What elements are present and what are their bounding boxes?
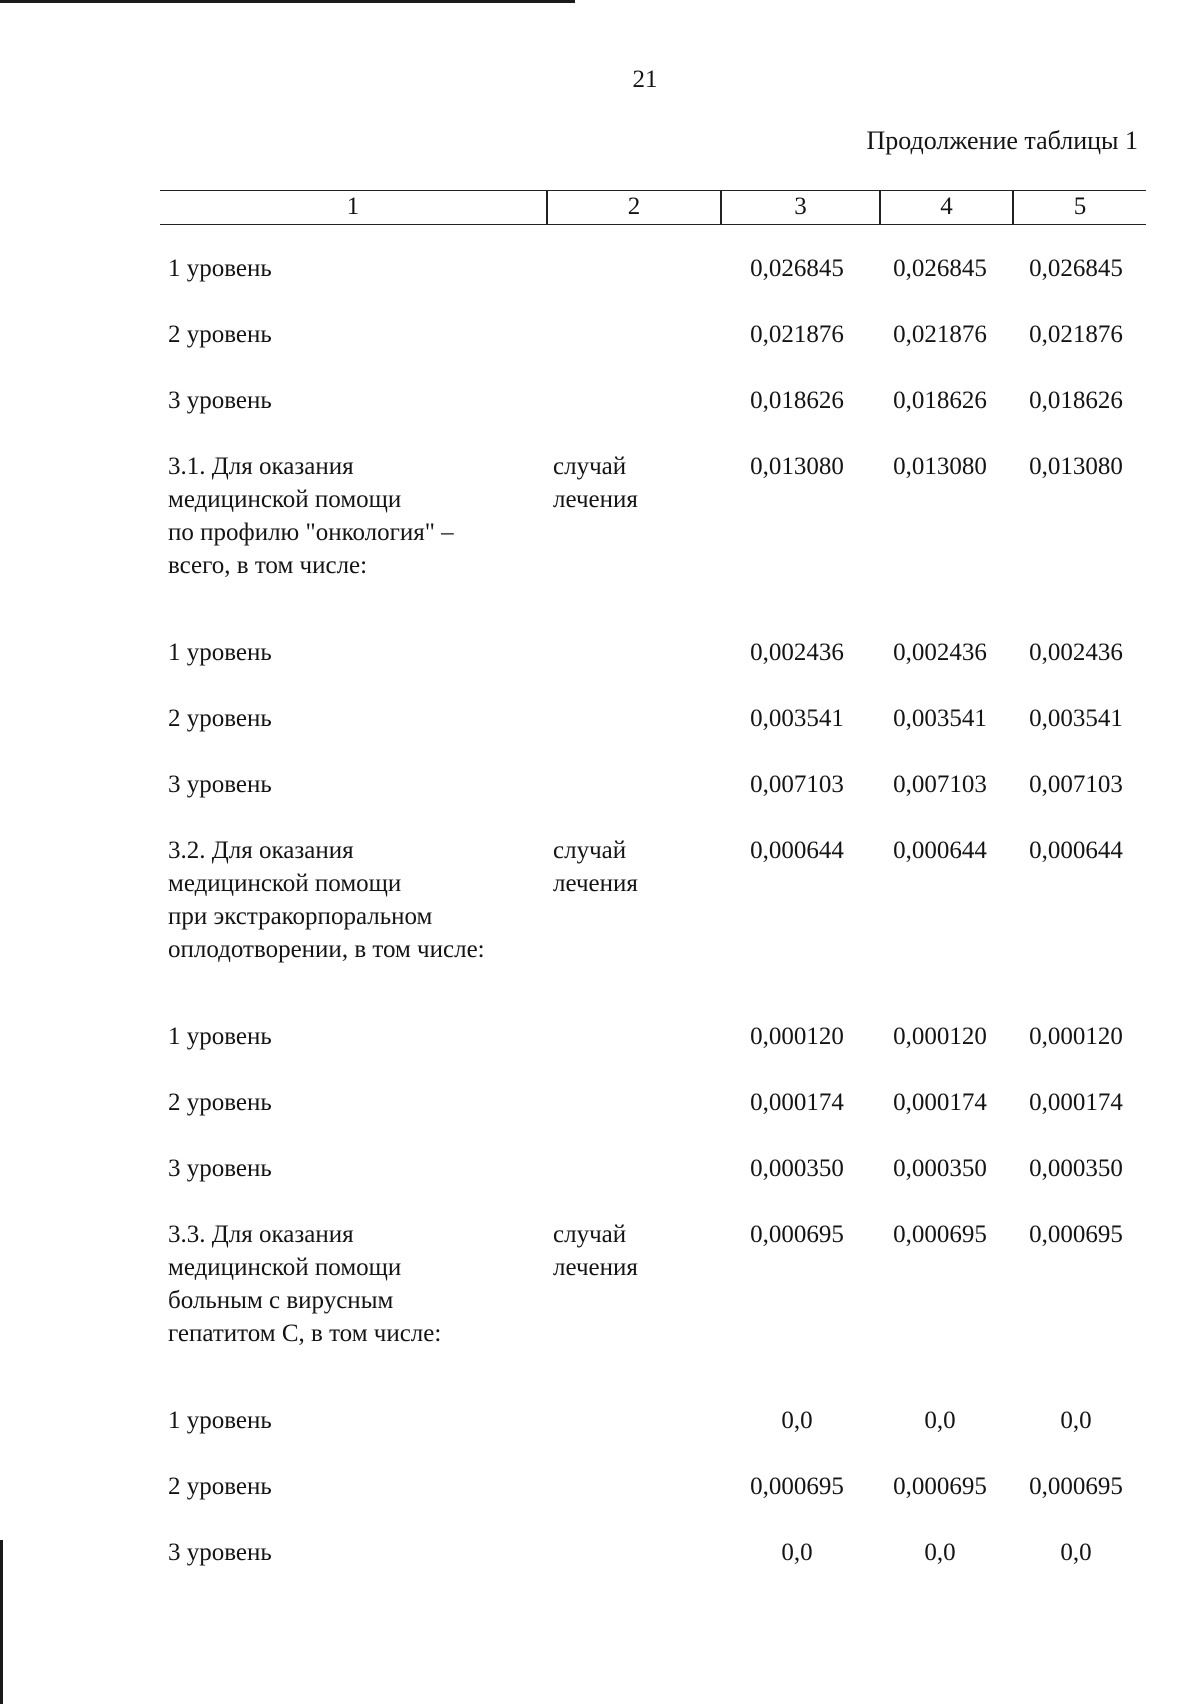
value-col-4: 0,013080 bbox=[893, 453, 987, 480]
value-col-4: 0,018626 bbox=[893, 387, 987, 414]
value-col-3: 0,000695 bbox=[750, 1473, 844, 1500]
value-col-4: 0,000644 bbox=[893, 837, 987, 864]
row-label: 3 уровень bbox=[168, 1539, 272, 1566]
value-col-3: 0,000350 bbox=[750, 1155, 844, 1182]
value-col-5: 0,018626 bbox=[1029, 387, 1123, 414]
table-continuation-label: Продолжение таблицы 1 bbox=[866, 126, 1138, 155]
value-col-3: 0,026845 bbox=[750, 255, 844, 282]
row-label: 1 уровень bbox=[168, 1407, 272, 1434]
row-label: 2 уровень bbox=[168, 1089, 272, 1116]
row-label: 1 уровень bbox=[168, 255, 272, 282]
value-col-4: 0,000350 bbox=[893, 1155, 987, 1182]
scan-edge-top bbox=[0, 0, 575, 3]
value-col-4: 0,003541 bbox=[893, 705, 987, 732]
value-col-3: 0,021876 bbox=[750, 321, 844, 348]
row-unit: случай лечения bbox=[553, 453, 638, 513]
value-col-4: 0,000695 bbox=[893, 1473, 987, 1500]
value-col-3: 0,000120 bbox=[750, 1023, 844, 1050]
value-col-3: 0,007103 bbox=[750, 771, 844, 798]
header-col-4: 4 bbox=[940, 193, 953, 220]
row-label: 1 уровень bbox=[168, 1023, 272, 1050]
value-col-3: 0,000174 bbox=[750, 1089, 844, 1116]
row-label: 2 уровень bbox=[168, 705, 272, 732]
value-col-4: 0,000174 bbox=[893, 1089, 987, 1116]
value-col-4: 0,026845 bbox=[893, 255, 987, 282]
header-col-1: 1 bbox=[346, 193, 360, 220]
value-col-4: 0,000120 bbox=[893, 1023, 987, 1050]
row-label: 3.1. Для оказания медицинской помощи по профилю "онкология" – всего, в том числе: bbox=[168, 453, 454, 579]
value-col-3: 0,000695 bbox=[750, 1221, 844, 1248]
value-col-4: 0,007103 bbox=[893, 771, 987, 798]
value-col-5: 0,000350 bbox=[1029, 1155, 1123, 1182]
value-col-5: 0,000695 bbox=[1029, 1473, 1123, 1500]
row-unit: случай лечения bbox=[553, 1221, 638, 1281]
value-col-5: 0,002436 bbox=[1029, 639, 1123, 666]
value-col-5: 0,000644 bbox=[1029, 837, 1123, 864]
value-col-4: 0,021876 bbox=[893, 321, 987, 348]
row-label: 3 уровень bbox=[168, 771, 272, 798]
value-col-5: 0,000174 bbox=[1029, 1089, 1123, 1116]
value-col-3: 0,018626 bbox=[750, 387, 844, 414]
value-col-3: 0,0 bbox=[781, 1539, 813, 1566]
value-col-4: 0,0 bbox=[924, 1407, 956, 1434]
value-col-3: 0,013080 bbox=[750, 453, 844, 480]
value-col-4: 0,0 bbox=[924, 1539, 956, 1566]
value-col-5: 0,0 bbox=[1060, 1539, 1092, 1566]
value-col-5: 0,000120 bbox=[1029, 1023, 1123, 1050]
row-label: 3.2. Для оказания медицинской помощи при экстракорпоральном оплодотворении, в том числе: bbox=[168, 837, 485, 963]
header-col-5: 5 bbox=[1073, 193, 1087, 220]
value-col-4: 0,002436 bbox=[893, 639, 987, 666]
value-col-5: 0,021876 bbox=[1029, 321, 1123, 348]
value-col-3: 0,000644 bbox=[750, 837, 844, 864]
value-col-5: 0,000695 bbox=[1029, 1221, 1123, 1248]
row-label: 2 уровень bbox=[168, 321, 272, 348]
value-col-3: 0,0 bbox=[781, 1407, 813, 1434]
value-col-5: 0,003541 bbox=[1029, 705, 1123, 732]
value-col-5: 0,007103 bbox=[1029, 771, 1123, 798]
row-label: 3 уровень bbox=[168, 387, 272, 414]
row-label: 3.3. Для оказания медицинской помощи больным с вирусным гепатитом С, в том числе: bbox=[168, 1221, 442, 1347]
scan-edge-left bbox=[0, 1540, 3, 1704]
value-col-3: 0,002436 bbox=[750, 639, 844, 666]
row-unit: случай лечения bbox=[553, 837, 638, 897]
page-number: 21 bbox=[632, 66, 658, 93]
value-col-5: 0,013080 bbox=[1029, 453, 1123, 480]
value-col-4: 0,000695 bbox=[893, 1221, 987, 1248]
row-label: 1 уровень bbox=[168, 639, 272, 666]
row-label: 2 уровень bbox=[168, 1473, 272, 1500]
value-col-5: 0,026845 bbox=[1029, 255, 1123, 282]
header-col-2: 2 bbox=[627, 193, 641, 220]
header-col-3: 3 bbox=[794, 193, 807, 220]
row-label: 3 уровень bbox=[168, 1155, 272, 1182]
table-header bbox=[160, 190, 1146, 225]
value-col-5: 0,0 bbox=[1060, 1407, 1092, 1434]
value-col-3: 0,003541 bbox=[750, 705, 844, 732]
